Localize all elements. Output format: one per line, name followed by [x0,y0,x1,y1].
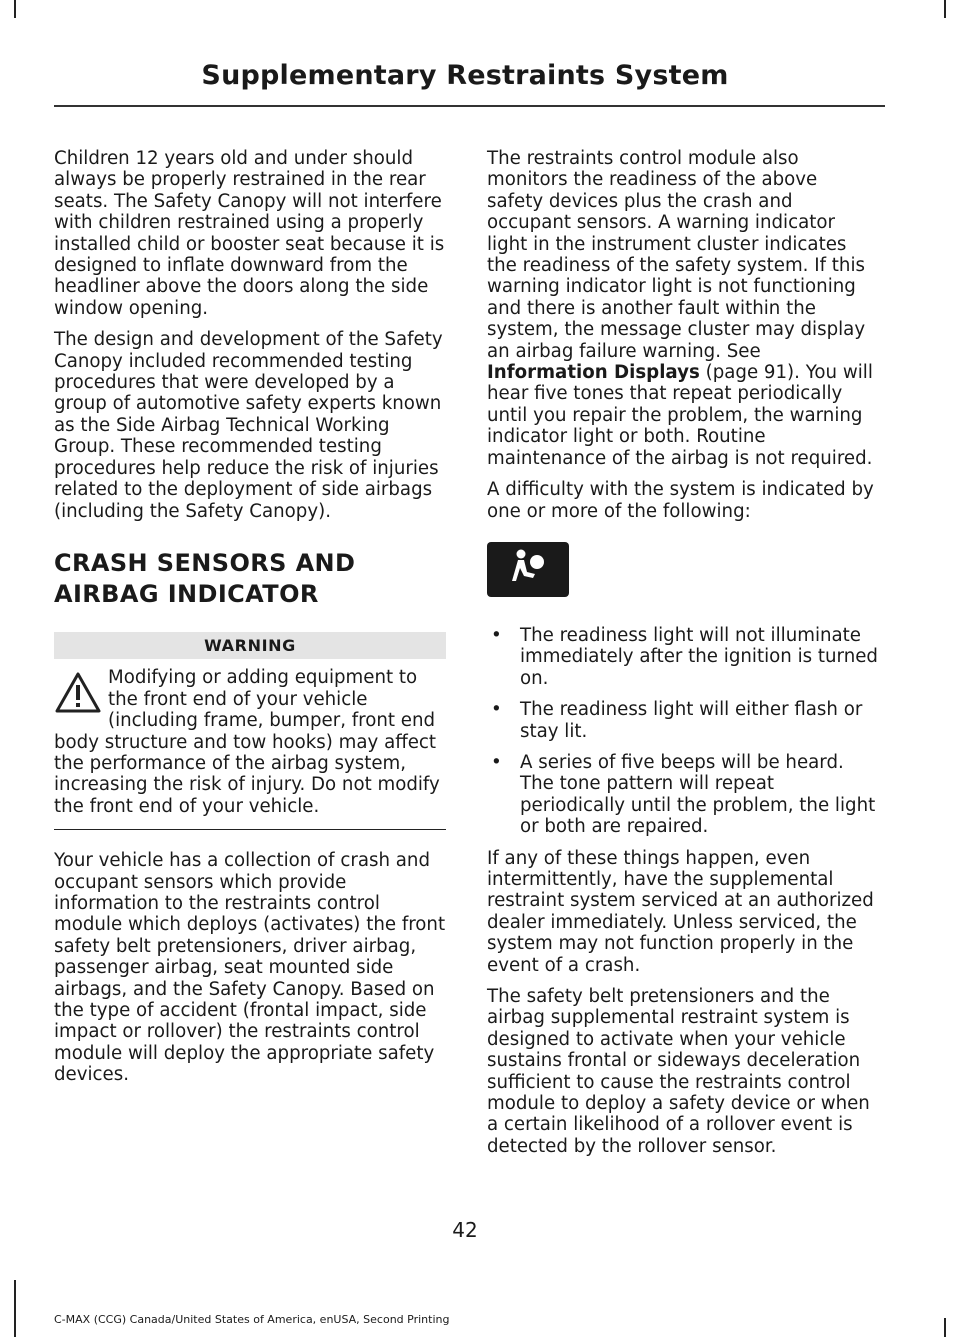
information-displays-link[interactable]: Information Displays [487,362,700,384]
airbag-indicator-tile [487,542,569,597]
crop-mark-top-right [944,0,946,18]
symptom-list [487,625,879,838]
right-column [487,148,879,1167]
warning-box [54,659,446,830]
section-heading-line2: AIRBAG INDICATOR [54,579,319,608]
left-column [54,148,446,1096]
list-item: • A series of five beeps will be heard. The tone pattern will repeat periodically until the problem, the light or both are repaired. [491,751,876,838]
header-divider [54,105,885,107]
paragraph-pretensioners: The safety belt pretensioners and the airbag supplemental restraint system is designed to activate when your vehicle sustains frontal or sideways deceleration sufficient to cause the restraints control module to deploy a safety device or when a certain likelihood of a rollover event is detected by the rollover sensor. [487,986,870,1157]
crop-mark-bottom-right [944,1318,946,1337]
page-number: 42 [452,1218,478,1242]
airbag-indicator-icon [509,548,549,590]
paragraph-children-restraint: Children 12 years old and under should always be properly restrained in the rear seats. The Safety Canopy will not interfere with children restrained using a properly installed child or booster seat because it is designed to inflate downward from the headliner above the doors along the side window opening. [54,148,445,319]
footer-text: C-MAX (CCG) Canada/United States of America, enUSA, Second Printing [54,1313,450,1326]
crop-mark-bottom-left [14,1280,16,1337]
warning-label: WARNING [54,632,446,659]
paragraph-difficulty: A difficulty with the system is indicated by one or more of the following: [487,479,874,522]
page-header-title: Supplementary Restraints System [201,60,729,91]
paragraph-crash-sensors: Your vehicle has a collection of crash and occupant sensors which provide information to the restraints control module which deploys (activates) the front safety belt pretensioners, driver airbag, passenger airbag, seat mounted side airbags, and the Safety Canopy. Based on the type of accident (frontal impact, side impact or rollover) the restraints control module will deploy the appropriate safety devices. [54,850,446,1086]
warning-triangle-icon [54,671,102,715]
section-heading-line1: CRASH SENSORS AND [54,548,356,577]
paragraph-safety-canopy-design: The design and development of the Safety Canopy included recommended testing procedures that were developed by a group of automotive safety experts known as the Side Airbag Technical Working Group. These recommended testing procedures help reduce the risk of injuries related to the deployment of side airbags (including the Safety Canopy). [54,329,443,522]
crop-mark-top-left [14,0,16,18]
section-heading [54,548,446,610]
list-item: • The readiness light will either flash or stay lit. [491,699,863,742]
paragraph-monitoring: The restraints control module also monitors the readiness of the above safety devices plus the crash and occupant sensors. A warning indicator light in the instrument cluster indicates the readiness of the safety system. If this warning indicator light is not functioning and there is another fault within the system, the message cluster may display an airbag failure warning. See Information Displays (page 91). You will hear five tones that repeat periodically until you repair the problem, the warning indicator light or both. Routine maintenance of the airbag is not required. [487,148,873,469]
paragraph-service: If any of these things happen, even intermittently, have the supplemental restraint system serviced at an authorized dealer immediately. Unless serviced, the system may not function properly in the event of a crash. [487,847,874,976]
warning-text: Modifying or adding equipment to the front end of your vehicle (including frame, bumper, front end body structure and tow hooks) may affect the performance of the airbag system, increasing the risk of injury. Do not modify the front end of your vehicle. [54,667,440,817]
list-item: • The readiness light will not illuminate immediately after the ignition is turned on. [491,624,878,689]
